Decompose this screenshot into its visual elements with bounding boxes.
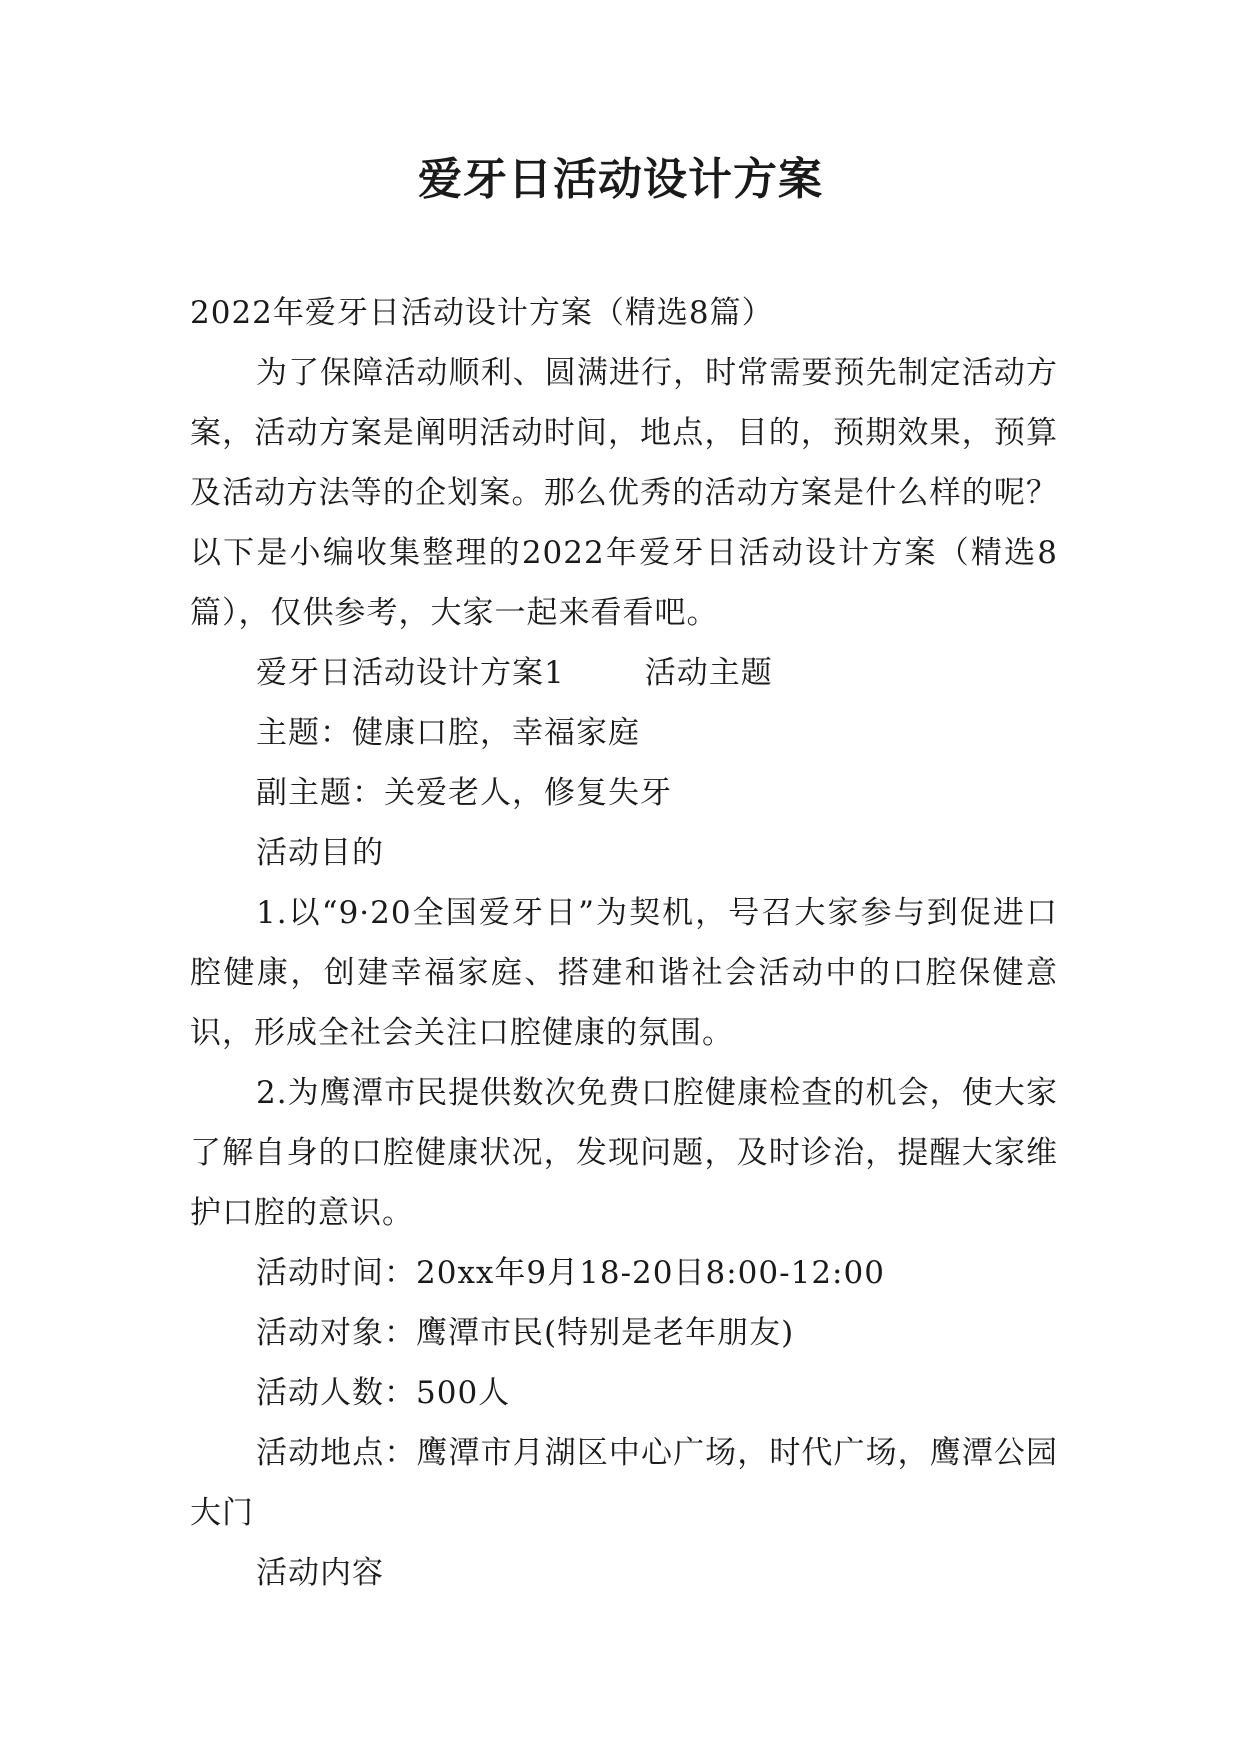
document-subtitle: 2022年爱牙日活动设计方案（精选8篇） bbox=[190, 295, 774, 331]
intro-paragraph: 为了保障活动顺利、圆满进行，时常需要预先制定活动方案，活动方案是阐明活动时间，地点，目的，预期效果，预算及活动方法等的企划案。那么优秀的活动方案是什么样的呢？以下是小编收集整理的2022年爱牙日活动设计方案（精选8篇），仅供参考，大家一起来看看吧。 bbox=[190, 355, 1058, 631]
purpose-item-1: 1.以“9·20全国爱牙日”为契机，号召大家参与到促进口腔健康，创建幸福家庭、搭建和谐社会活动中的口腔保健意识，形成全社会关注口腔健康的氛围。 bbox=[190, 895, 1058, 1051]
content-heading: 活动内容 bbox=[256, 1555, 384, 1591]
activity-audience: 活动对象：鹰潭市民(特别是老年朋友) bbox=[256, 1315, 795, 1351]
activity-participants: 活动人数：500人 bbox=[256, 1375, 511, 1411]
purpose-heading: 活动目的 bbox=[256, 835, 384, 871]
activity-location: 活动地点：鹰潭市月湖区中心广场，时代广场，鹰潭公园大门 bbox=[190, 1435, 1058, 1531]
section-heading-line bbox=[190, 643, 1058, 703]
document-title: 爱牙日活动设计方案 bbox=[418, 154, 823, 205]
theme-line: 主题：健康口腔，幸福家庭 bbox=[256, 715, 640, 751]
section1-heading: 爱牙日活动设计方案1 bbox=[256, 655, 565, 691]
activity-time: 活动时间：20xx年9月18-20日8:00-12:00 bbox=[256, 1255, 885, 1291]
sub-theme-line: 副主题：关爱老人，修复失牙 bbox=[256, 775, 672, 811]
document-body bbox=[190, 283, 1058, 1603]
section1-topic-heading: 活动主题 bbox=[644, 655, 773, 691]
purpose-item-2: 2.为鹰潭市民提供数次免费口腔健康检查的机会，使大家了解自身的口腔健康状况，发现问题，及时诊治，提醒大家维护口腔的意识。 bbox=[190, 1075, 1058, 1231]
